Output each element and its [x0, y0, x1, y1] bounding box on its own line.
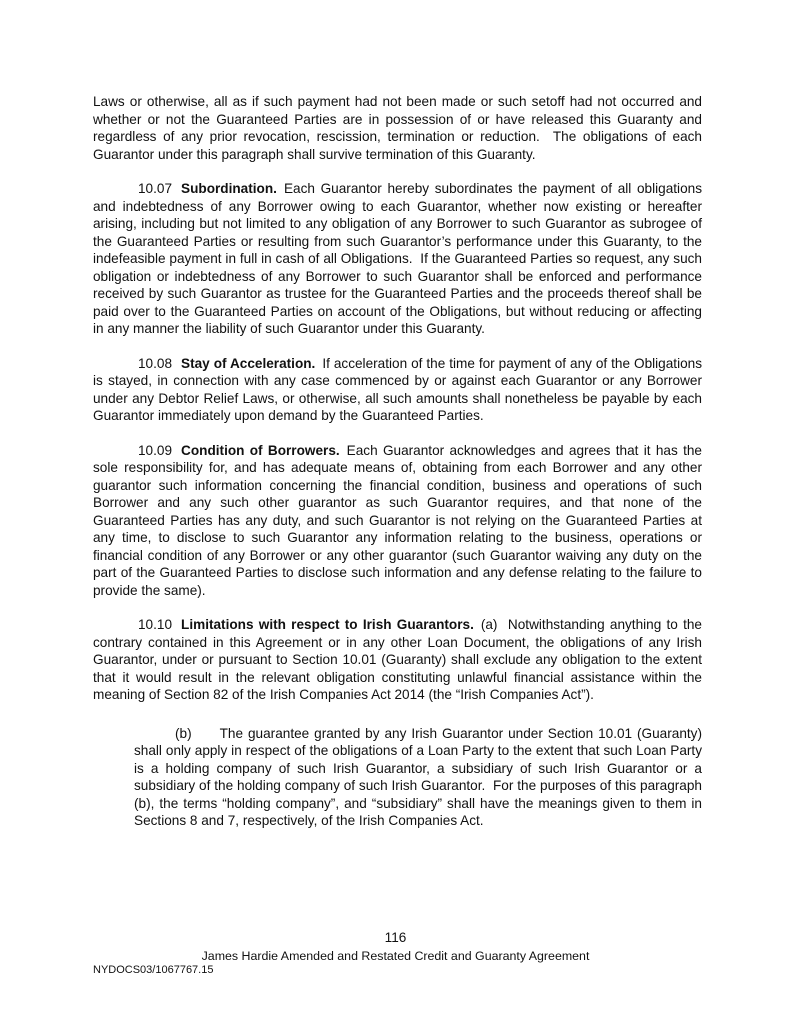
- page-body: [93, 93, 706, 847]
- section-number: 10.10: [138, 617, 173, 632]
- section-10-07-paragraph: [93, 180, 706, 338]
- footer-document-reference: NYDOCS03/1067767.15: [93, 964, 214, 976]
- section-10-08-paragraph: [93, 355, 706, 425]
- section-heading: Limitations with respect to Irish Guarantors.: [181, 617, 474, 632]
- section-number: 10.07: [138, 181, 173, 196]
- section-number: 10.08: [138, 355, 173, 371]
- subparagraph-b: [134, 725, 706, 830]
- section-heading: Stay of Acceleration.: [181, 355, 316, 371]
- section-10-10-paragraph: [93, 616, 706, 704]
- page-number: 116: [384, 930, 407, 945]
- subparagraph-label: (b): [175, 725, 192, 741]
- section-heading: Condition of Borrowers.: [181, 442, 340, 458]
- section-body-text: If acceleration of the time for payment of any of the Obligations is stayed, in connection with any case commenced by or against each Guarantor or any Borrower under any Debtor Relief Laws, or otherwise, all such amounts shall nonetheless be payable by each Guarantor immediately upon demand by the Guaranteed Parties.: [93, 355, 706, 423]
- section-heading: Subordination.: [181, 181, 277, 196]
- footer-agreement-title: James Hardie Amended and Restated Credit and Guaranty Agreement: [201, 949, 590, 963]
- section-body-text: (a) Notwithstanding anything to the contrary contained in this Agreement or in any other Loan Document, the obligations of any Irish Guarantor, under or pursuant to Section 10.01 (Guaranty) shall exclude any obligation to the extent that it would result in the relevant obligation constituting unlawful financial assistance within the meaning of Section 82 of the Irish Companies Act 2014 (the “Irish Companies Act”).: [93, 617, 706, 702]
- section-number: 10.09: [138, 442, 173, 458]
- section-body-text: Each Guarantor acknowledges and agrees that it has the sole responsibility for, and has adequate means of, obtaining from each Borrower and any other guarantor such information concerning the financial condition, business and operations of such Borrower and any such other guarantor as such Guarantor requires, and that none of the Guaranteed Parties has any duty, and such Guarantor is not relying on the Guaranteed Parties at any time, to disclose to such Guarantor any information relating to the business, operations or financial condition of any Borrower or any other guarantor (such Guarantor waiving any duty on the part of the Guaranteed Parties to disclose such information and any defense relating to the failure to provide the same).: [93, 442, 706, 598]
- continuation-paragraph: Laws or otherwise, all as if such payment had not been made or such setoff had not occurred and whether or not the Guaranteed Parties are in possession of or have released this Guaranty and regardless of any prior revocation, rescission, termination or reduction. The obligations of each Guarantor under this paragraph shall survive termination of this Guaranty.: [93, 94, 706, 162]
- section-body-text: Each Guarantor hereby subordinates the payment of all obligations and indebtedness of any Borrower owing to each Guarantor, whether now existing or hereafter arising, including but not limited to any obligation of any Borrower to such Guarantor as subrogee of the Guaranteed Parties or resulting from such Guarantor’s performance under this Guaranty, to the indefeasible payment in full in cash of all Obligations. If the Guaranteed Parties so request, any such obligation or indebtedness of any Borrower to such Guarantor shall be enforced and performance received by such Guarantor as trustee for the Guaranteed Parties and the proceeds thereof shall be paid over to the Guaranteed Parties on account of the Obligations, but without reducing or affecting in any manner the liability of such Guarantor under this Guaranty.: [93, 181, 706, 336]
- section-10-09-paragraph: [93, 442, 706, 600]
- subparagraph-body-text: The guarantee granted by any Irish Guarantor under Section 10.01 (Guaranty) shall only apply in respect of the obligations of a Loan Party to the extent that such Loan Party is a holding company of such Irish Guarantor, a subsidiary of such Irish Guarantor or a subsidiary of the holding company of such Irish Guarantor. For the purposes of this paragraph (b), the terms “holding company”, and “subsidiary” shall have the meanings given to them in Sections 8 and 7, respectively, of the Irish Companies Act.: [134, 725, 706, 828]
